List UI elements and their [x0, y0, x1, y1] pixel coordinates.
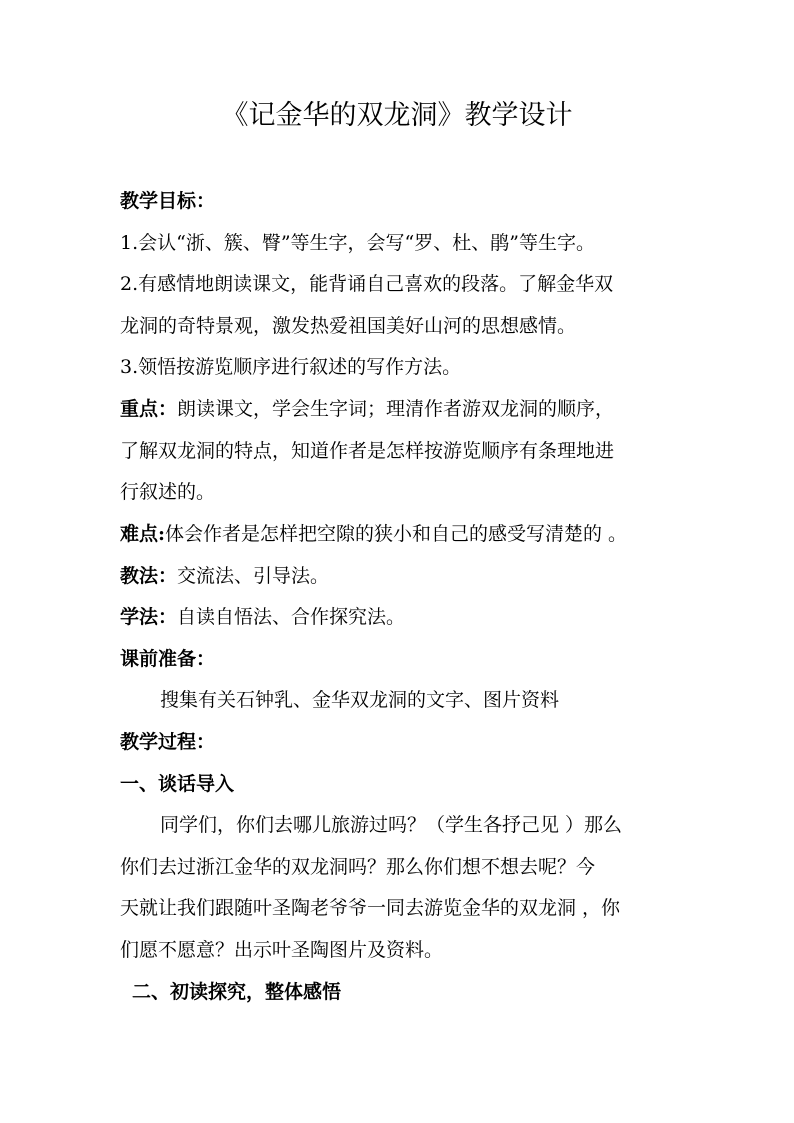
section-1-paragraph-line-1: 同学们，你们去哪儿旅游过吗？（学生各抒己见 ）那么	[160, 814, 623, 836]
preparation-heading: 课前准备：	[120, 648, 216, 670]
section-1-paragraph-line-2: 你们去过浙江金华的双龙洞吗？那么你们想不想去呢？今	[120, 856, 596, 878]
section-2-heading: 二、初读探究，整体感悟	[132, 981, 342, 1003]
teaching-method-line	[120, 562, 329, 590]
learning-method-label: 学法：	[120, 606, 178, 628]
objective-3: 3.领悟按游览顺序进行叙述的写作方法。	[120, 356, 462, 378]
preparation-text: 搜集有关石钟乳、金华双龙洞的文字、图片资料	[160, 689, 560, 711]
section-1-heading: 一、谈话导入	[120, 773, 235, 795]
process-heading: 教学过程：	[120, 731, 216, 753]
section-1-paragraph-line-4: 们愿不愿意？出示叶圣陶图片及资料。	[120, 939, 444, 961]
key-points-label: 重点：	[120, 398, 178, 420]
objective-2-line-2: 龙洞的奇特景观，激发热爱祖国美好山河的思想感情。	[120, 315, 577, 337]
document-title: 《记金华的双龙洞》教学设计	[221, 100, 573, 131]
key-points-line-1	[120, 395, 614, 423]
difficulty-line	[120, 520, 627, 548]
difficulty-text: 体会作者是怎样把空隙的狭小和自己的感受写清楚的 。	[165, 523, 628, 545]
learning-method-text: 自读自悟法、合作探究法。	[177, 606, 406, 628]
objective-2-line-1: 2.有感情地朗读课文，能背诵自己喜欢的段落。了解金华双	[120, 273, 614, 295]
key-points-line-3: 行叙述的。	[120, 481, 216, 503]
section-1-paragraph-line-3: 天就让我们跟随叶圣陶老爷爷一同去游览金华的双龙洞 ，你	[120, 897, 621, 919]
objectives-heading: 教学目标：	[120, 190, 216, 212]
teaching-method-label: 教法：	[120, 565, 178, 587]
key-points-text: 朗读课文，学会生字词；理清作者游双龙洞的顺序，	[177, 398, 615, 420]
objective-1: 1.会认“浙、簇、臀”等生字，会写“罗、杜、鹃”等生字。	[120, 232, 595, 254]
key-points-line-2: 了解双龙洞的特点，知道作者是怎样按游览顺序有条理地进	[120, 440, 615, 462]
learning-method-line	[120, 603, 405, 631]
teaching-method-text: 交流法、引导法。	[177, 565, 330, 587]
difficulty-label: 难点:	[120, 523, 166, 545]
